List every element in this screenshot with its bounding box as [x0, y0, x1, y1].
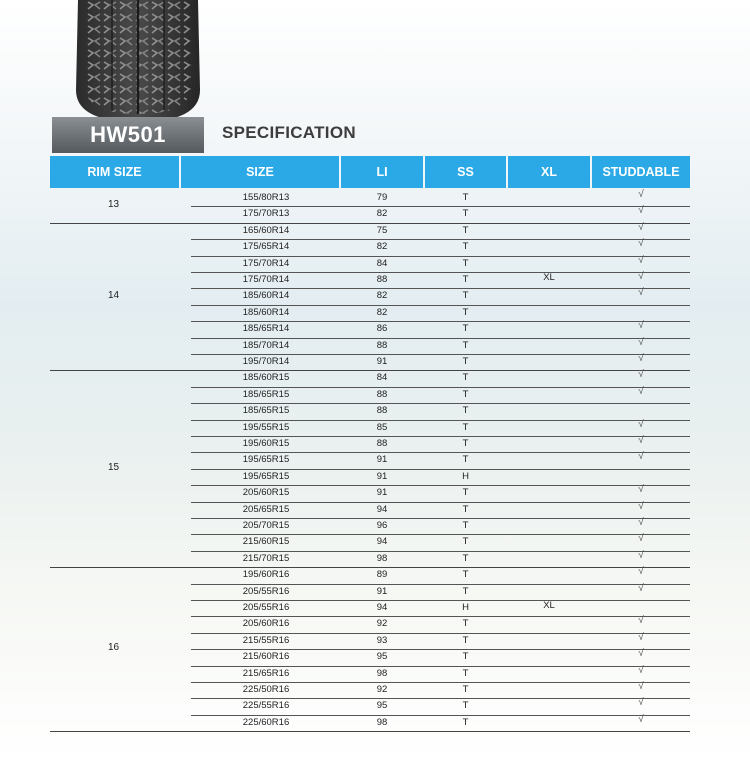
studdable-check-icon: √	[638, 664, 644, 676]
li-cell: 95	[376, 700, 388, 712]
li-cell: 84	[376, 372, 388, 384]
xl-cell	[508, 632, 590, 646]
size-cell: 205/60R16	[242, 618, 290, 630]
ss-cell: T	[462, 667, 469, 679]
ss-cell: T	[462, 651, 469, 663]
li-cell: 91	[376, 487, 388, 499]
xl-cell	[508, 419, 590, 433]
studdable-check-icon: √	[638, 681, 644, 692]
size-cell: 195/60R16	[242, 569, 290, 581]
size-cell: 195/55R15	[242, 421, 290, 433]
li-cell: 92	[376, 684, 388, 695]
rim-size-cell: 16	[107, 642, 120, 654]
li-cell: 82	[376, 241, 388, 253]
ss-cell: T	[462, 388, 469, 400]
xl-cell	[508, 583, 590, 597]
ss-cell: T	[462, 339, 469, 351]
studdable-check-icon: √	[638, 205, 644, 217]
studdable-check-icon: √	[638, 238, 644, 250]
li-cell: 91	[376, 356, 388, 367]
size-cell: 185/60R14	[242, 306, 290, 318]
ss-cell: T	[462, 454, 469, 466]
li-cell: 88	[376, 438, 388, 449]
studdable-check-icon: √	[638, 435, 644, 446]
xl-cell	[508, 205, 590, 219]
size-cell: 185/70R14	[242, 339, 290, 351]
table-header	[50, 156, 690, 188]
studdable-check-icon: √	[638, 533, 644, 545]
studdable-check-icon: √	[638, 648, 644, 660]
ss-cell: T	[462, 487, 469, 499]
ss-cell: T	[462, 716, 469, 728]
size-cell: 225/50R16	[242, 684, 290, 695]
li-cell: 88	[376, 405, 388, 417]
ss-cell: H	[462, 470, 469, 482]
size-cell: 215/60R16	[242, 651, 290, 663]
li-cell: 98	[376, 667, 388, 679]
header-studdable: STUDDABLE	[592, 156, 690, 188]
li-cell: 94	[376, 536, 388, 548]
li-cell: 86	[376, 323, 388, 335]
ss-cell: T	[462, 536, 469, 548]
ss-cell: T	[462, 569, 469, 581]
xl-cell	[508, 238, 590, 252]
li-cell: 91	[376, 454, 388, 466]
studdable-check-icon: √	[638, 287, 644, 299]
header-xl: XL	[508, 156, 590, 188]
ss-cell: T	[462, 274, 469, 285]
li-cell: 89	[376, 569, 388, 581]
studdable-check-icon: √	[638, 271, 644, 282]
studdable-check-icon: √	[638, 369, 644, 381]
size-cell: 185/60R14	[242, 290, 290, 302]
ss-cell: T	[462, 552, 469, 564]
size-cell: 215/55R16	[242, 634, 290, 646]
xl-cell: XL	[543, 600, 555, 611]
studdable-check-icon: √	[638, 615, 644, 627]
xl-cell	[508, 337, 590, 351]
studdable-check-icon: √	[638, 189, 644, 200]
xl-cell	[508, 304, 590, 318]
studdable-check-icon: √	[638, 484, 644, 496]
li-cell: 94	[376, 503, 388, 515]
li-cell: 84	[376, 257, 388, 269]
li-cell: 75	[376, 224, 388, 236]
size-cell: 175/70R13	[242, 208, 290, 220]
xl-cell: XL	[543, 272, 555, 283]
size-cell: 205/55R16	[242, 585, 290, 597]
ss-cell: T	[462, 700, 469, 712]
size-cell: 215/60R15	[242, 536, 290, 548]
ss-cell: H	[462, 602, 469, 613]
li-cell: 82	[376, 306, 388, 318]
ss-cell: T	[462, 323, 469, 335]
size-cell: 185/65R15	[242, 405, 290, 417]
ss-cell: T	[462, 224, 469, 236]
size-cell: 225/60R16	[242, 716, 290, 728]
studdable-check-icon: √	[638, 697, 644, 709]
xl-cell	[508, 681, 590, 695]
studdable-check-icon: √	[638, 451, 644, 463]
li-cell: 96	[376, 520, 388, 531]
studdable-check-icon: √	[638, 336, 644, 348]
size-cell: 205/55R16	[242, 602, 290, 613]
li-cell: 92	[376, 618, 388, 630]
xl-cell	[508, 501, 590, 515]
xl-cell	[508, 435, 590, 449]
xl-cell	[508, 386, 590, 400]
size-cell: 225/55R16	[242, 700, 290, 712]
size-cell: 185/65R15	[242, 388, 290, 400]
xl-cell	[508, 402, 590, 416]
xl-cell	[508, 353, 590, 367]
xl-cell	[508, 714, 590, 728]
ss-cell: T	[462, 306, 469, 318]
rim-size-cell: 14	[107, 289, 120, 301]
li-cell: 91	[376, 470, 388, 482]
size-cell: 195/70R14	[242, 356, 290, 367]
studdable-check-icon: √	[638, 566, 644, 578]
size-cell: 185/65R14	[242, 323, 290, 335]
xl-cell	[508, 451, 590, 465]
tire-image	[70, 0, 206, 124]
xl-cell	[508, 287, 590, 301]
rim-size-cell: 15	[107, 461, 120, 473]
xl-cell	[508, 369, 590, 383]
size-cell: 165/60R14	[242, 224, 290, 236]
studdable-check-icon: √	[638, 254, 644, 266]
xl-cell	[508, 566, 590, 580]
li-cell: 91	[376, 585, 388, 597]
xl-cell	[508, 615, 590, 629]
xl-cell	[508, 468, 590, 482]
size-cell: 155/80R13	[242, 192, 290, 203]
header-li: LI	[341, 156, 423, 188]
ss-cell: T	[462, 208, 469, 220]
size-cell: 195/65R15	[242, 454, 290, 466]
ss-cell: T	[462, 290, 469, 302]
xl-cell	[508, 665, 590, 679]
ss-cell: T	[462, 241, 469, 253]
studdable-check-icon: √	[638, 221, 644, 233]
rim-size-cell: 13	[107, 199, 120, 211]
studdable-check-icon: √	[638, 385, 644, 397]
group-divider	[50, 731, 690, 732]
size-cell: 205/70R15	[242, 520, 290, 531]
li-cell: 88	[376, 339, 388, 351]
ss-cell: T	[462, 503, 469, 515]
xl-cell	[508, 648, 590, 662]
ss-cell: T	[462, 585, 469, 597]
studdable-check-icon: √	[638, 320, 644, 332]
li-cell: 93	[376, 634, 388, 646]
size-cell: 195/65R15	[242, 470, 290, 482]
ss-cell: T	[462, 405, 469, 417]
xl-cell	[508, 320, 590, 334]
li-cell: 98	[376, 552, 388, 564]
xl-cell	[508, 255, 590, 269]
xl-cell	[508, 484, 590, 498]
studdable-check-icon: √	[638, 353, 644, 364]
ss-cell: T	[462, 372, 469, 384]
studdable-check-icon: √	[638, 549, 644, 561]
size-cell: 185/60R15	[242, 372, 290, 384]
li-cell: 94	[376, 602, 388, 613]
ss-cell: T	[462, 634, 469, 646]
xl-cell	[508, 517, 590, 531]
header-ss: SS	[425, 156, 506, 188]
studdable-check-icon: √	[638, 713, 644, 725]
xl-cell	[508, 222, 590, 236]
li-cell: 82	[376, 208, 388, 220]
li-cell: 88	[376, 388, 388, 400]
model-label: HW501	[52, 117, 204, 153]
li-cell: 98	[376, 716, 388, 728]
ss-cell: T	[462, 684, 469, 695]
xl-cell	[508, 550, 590, 564]
studdable-check-icon: √	[638, 631, 644, 643]
ss-cell: T	[462, 520, 469, 531]
li-cell: 79	[376, 192, 388, 203]
ss-cell: T	[462, 257, 469, 269]
ss-cell: T	[462, 421, 469, 433]
size-cell: 175/65R14	[242, 241, 290, 253]
li-cell: 88	[376, 274, 388, 285]
size-cell: 175/70R14	[242, 274, 290, 285]
ss-cell: T	[462, 618, 469, 630]
li-cell: 85	[376, 421, 388, 433]
ss-cell: T	[462, 356, 469, 367]
studdable-check-icon: √	[638, 517, 644, 528]
xl-cell	[508, 697, 590, 711]
studdable-check-icon: √	[638, 500, 644, 512]
ss-cell: T	[462, 192, 469, 203]
size-cell: 215/70R15	[242, 552, 290, 564]
size-cell: 175/70R14	[242, 257, 290, 269]
li-cell: 82	[376, 290, 388, 302]
li-cell: 95	[376, 651, 388, 663]
ss-cell: T	[462, 438, 469, 449]
header-rim-size: RIM SIZE	[50, 156, 179, 188]
size-cell: 205/60R15	[242, 487, 290, 499]
header-size: SIZE	[181, 156, 339, 188]
size-cell: 215/65R16	[242, 667, 290, 679]
studdable-check-icon: √	[638, 582, 644, 594]
page-title: SPECIFICATION	[222, 123, 356, 142]
xl-cell	[508, 533, 590, 547]
size-cell: 195/60R15	[242, 438, 290, 449]
size-cell: 205/65R15	[242, 503, 290, 515]
studdable-check-icon: √	[638, 418, 644, 430]
xl-cell	[508, 189, 590, 203]
